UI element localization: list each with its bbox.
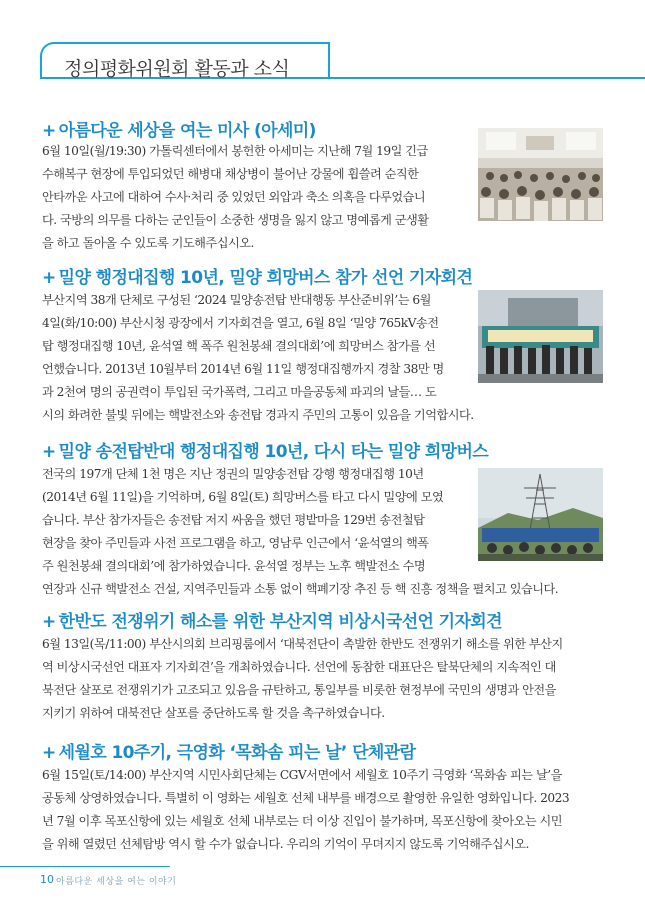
plus-icon: + [42,268,56,288]
text-line: 탑 행정대집행 10년, 윤석열 핵 폭주 원천봉쇄 결의대회’에 희망버스 참가를 선 [42,339,436,353]
section-title [42,607,502,632]
text-line: 연장과 신규 핵발전소 건설, 지역주민들과 소통 없이 핵폐기장 추진 등 핵 진흥 정책을 펼치고 있습니다. [42,582,559,596]
section-body [42,633,604,725]
text-line: 습니다. 부산 참가자들은 송전탑 저지 싸움을 했던 평밭마을 129번 송전철탑 [42,513,425,527]
text-line: 부산지역 38개 단체로 구성된 ‘2024 밀양송전탑 반대행동 부산준비위’는 6월 [42,293,431,307]
plus-icon: + [42,743,56,763]
footer-tagline: 아름다운 세상을 여는 이야기 [56,877,177,887]
section-title [42,738,415,763]
page-number: 10 [40,873,54,886]
section-title [42,116,316,141]
photo-press-image [478,290,603,383]
text-line: 을 위해 열렸던 선체탐방 역시 할 수가 없습니다. 우리의 기억이 무뎌지지 않도록 기억해주십시오. [42,837,529,851]
text-line: 6월 15일(토/14:00) 부산지역 시민사회단체는 CGV서면에서 세월호 10주기 극영화 ‘목화솜 피는 날’을 [42,768,562,782]
text-line: 과 2천여 명의 공권력이 투입된 국가폭력, 그리고 마을공동체 파괴의 날들… 도 [42,385,437,399]
photo-transmission-tower [478,468,603,561]
photo-press-conference [478,290,603,383]
section-title [42,263,472,288]
footer-rule [0,866,170,867]
plus-icon: + [42,442,56,462]
text-line: 시의 화려한 불빛 뒤에는 핵발전소와 송전탑 경과지 주민의 고통이 있음을 기억합시다. [42,408,474,422]
section-title-text: 아름다운 세상을 여는 미사 (아세미) [58,121,316,141]
text-line: 을 하고 돌아올 수 있도록 기도해주십시오. [42,236,254,250]
text-line: 주 원천봉쇄 결의대회’에 참가하였습니다. 윤석열 정부는 노후 핵발전소 수명 [42,559,426,573]
text-line: 역 비상시국선언 대표자 기자회견’을 개최하였습니다. 선언에 동참한 대표단은 탈북단체의 지속적인 대 [42,660,556,674]
plus-icon: + [42,121,56,141]
photo-mass-image [478,128,603,221]
text-line: 전국의 197개 단체 1천 명은 지난 정권의 밀양송전탑 강행 행정대집행 10년 [42,467,424,481]
text-line: 안타까운 사고에 대하여 수사·처리 중 있었던 외압과 축소 의혹을 다루었습니 [42,190,426,204]
text-line: 다. 국방의 의무를 다하는 군인들이 소중한 생명을 잃지 않고 명예롭게 군생활 [42,213,429,227]
section-body [42,140,466,255]
section-title [42,437,488,462]
text-line: 4일(화/10:00) 부산시청 광장에서 기자회견을 열고, 6월 8일 ‘밀양 765kV송전 [42,316,439,330]
text-line: 6월 10일(월/19:30) 가톨릭센터에서 봉헌한 아세미는 지난해 7월 19일 긴급 [42,144,428,158]
page-title: 정의평화위원회 활동과 소식 [64,58,290,80]
text-line: 공동체 상영하였습니다. 특별히 이 영화는 세월호 선체 내부를 배경으로 촬영한 유일한 영화입니다. 2023 [42,791,570,805]
photo-mass [478,128,603,221]
text-line: 년 7월 이후 목포신항에 있는 세월호 선체 내부로는 더 이상 진입이 불가하며, 목포신항에 찾아오는 시민 [42,814,563,828]
photo-tower-image [478,468,603,561]
text-line: 수해복구 현장에 투입되었던 해병대 채상병이 불어난 강물에 휩쓸려 순직한 [42,167,419,181]
section-title-text: 세월호 10주기, 극영화 ‘목화솜 피는 날’ 단체관람 [58,743,416,763]
text-line: 언했습니다. 2013년 10월부터 2014년 6월 11일 행정대집행까지 경찰 38만 명 [42,362,444,376]
section-title-text: 밀양 행정대집행 10년, 밀양 희망버스 참가 선언 기자회견 [58,268,473,288]
text-line: (2014년 6월 11일)을 기억하며, 6월 8일(토) 희망버스를 타고 다시 밀양에 모였 [42,490,444,504]
text-line: 현장을 찾아 주민들과 사전 프로그램을 하고, 영남루 인근에서 ‘윤석열의 핵폭 [42,536,429,550]
text-line: 6월 13일(목/11:00) 부산시의회 브리핑룸에서 ‘대북전단이 촉발한 한반도 전쟁위기 해소를 위한 부산지 [42,637,563,651]
text-line: 북전단 살포로 전쟁위기가 고조되고 있음을 규탄하고, 통일부를 비롯한 현정부에 국민의 생명과 안전을 [42,683,556,697]
section-title-text: 밀양 송전탑반대 행정대집행 10년, 다시 타는 밀양 희망버스 [58,442,489,462]
text-line: 지키기 위하여 대북전단 살포를 중단하도록 할 것을 촉구하였습니다. [42,706,385,720]
plus-icon: + [42,612,56,632]
section-title-text: 한반도 전쟁위기 해소를 위한 부산지역 비상시국선언 기자회견 [58,612,502,632]
section-body [42,764,604,856]
